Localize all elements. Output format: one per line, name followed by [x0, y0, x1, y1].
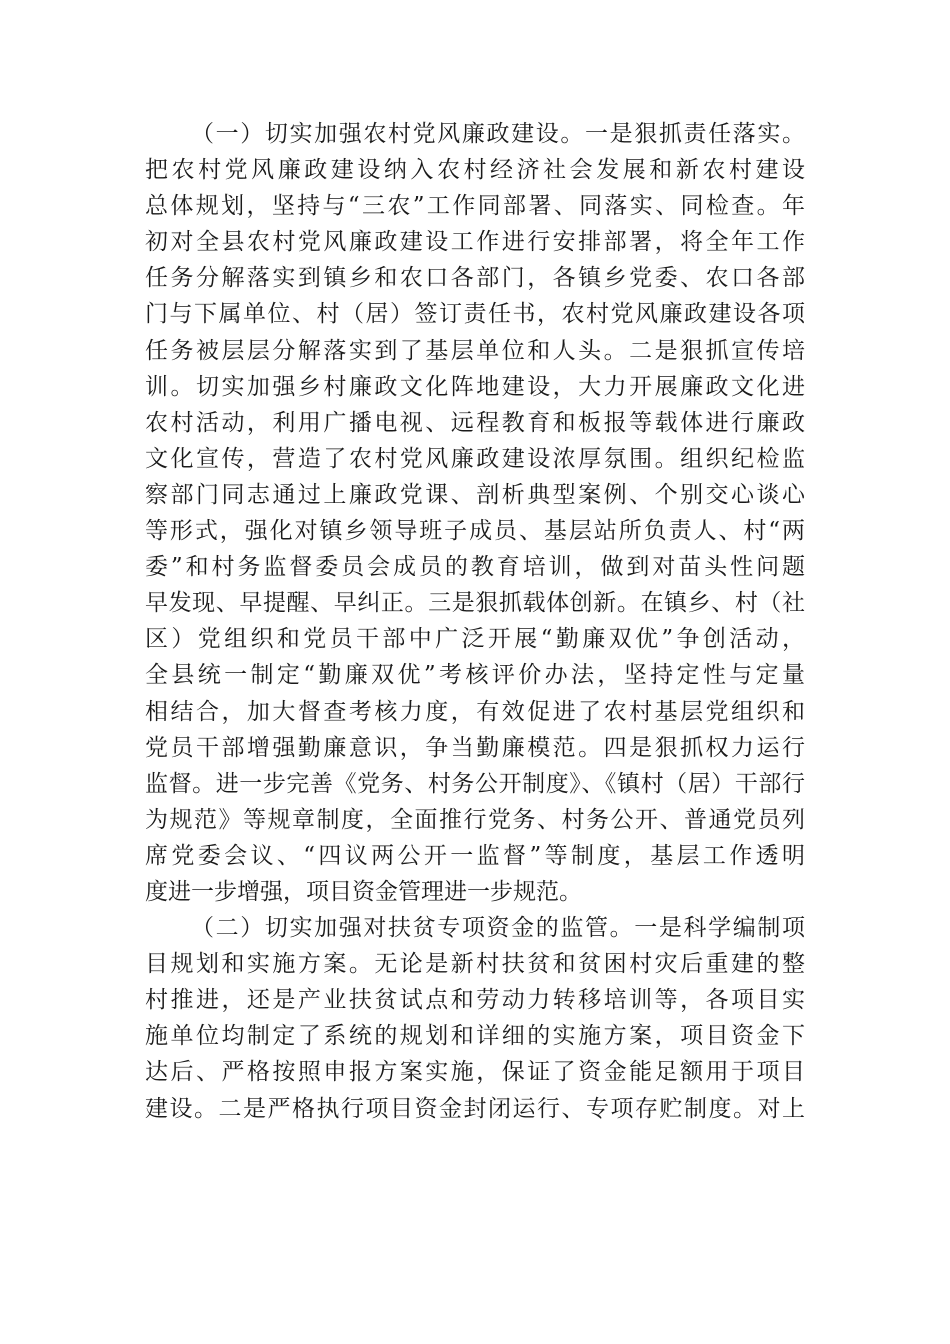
text-line: 总体规划，坚持与“三农”工作同部署、同落实、同检查。年: [145, 193, 805, 220]
text-line: 任务被层层分解落实到了基层单位和人头。二是狠抓宣传培: [145, 337, 805, 364]
paragraph-2: [145, 910, 805, 1127]
text-line: 席党委会议、“四议两公开一监督”等制度，基层工作透明: [145, 842, 805, 869]
text-line: 建设。二是严格执行项目资金封闭运行、专项存贮制度。对上: [145, 1095, 805, 1122]
text-line: 初对全县农村党风廉政建设工作进行安排部署，将全年工作: [145, 229, 805, 256]
text-line: 目规划和实施方案。无论是新村扶贫和贫困村灾后重建的整: [145, 951, 805, 978]
text-line: 文化宣传，营造了农村党风廉政建设浓厚氛围。组织纪检监: [145, 445, 805, 472]
text-line: 门与下属单位、村（居）签订责任书，农村党风廉政建设各项: [145, 301, 805, 328]
text-line: 农村活动，利用广播电视、远程教育和板报等载体进行廉政: [145, 409, 805, 436]
text-line: 监督。进一步完善《党务、村务公开制度》、《镇村（居）干部行: [145, 770, 805, 797]
document-body: [145, 116, 805, 1127]
text-line: 党员干部增强勤廉意识，争当勤廉模范。四是狠抓权力运行: [145, 734, 805, 761]
paragraph-1: [145, 116, 805, 910]
text-line: 区）党组织和党员干部中广泛开展“勤廉双优”争创活动，: [145, 626, 805, 653]
text-line: （一）切实加强农村党风廉政建设。一是狠抓责任落实。: [191, 121, 805, 147]
text-line: 委”和村务监督委员会成员的教育培训，做到对苗头性问题: [145, 554, 805, 581]
text-line: 相结合，加大督查考核力度，有效促进了农村基层党组织和: [145, 698, 805, 725]
text-line: 为规范》等规章制度，全面推行党务、村务公开、普通党员列: [145, 806, 805, 833]
text-line: 施单位均制定了系统的规划和详细的实施方案，项目资金下: [145, 1023, 805, 1050]
text-line: 把农村党风廉政建设纳入农村经济社会发展和新农村建设: [145, 157, 805, 184]
text-line: 察部门同志通过上廉政党课、剖析典型案例、个别交心谈心: [145, 481, 805, 508]
text-line: 任务分解落实到镇乡和农口各部门，各镇乡党委、农口各部: [145, 265, 805, 292]
text-line: 村推进，还是产业扶贫试点和劳动力转移培训等，各项目实: [145, 987, 805, 1014]
text-line: （二）切实加强对扶贫专项资金的监管。一是科学编制项: [191, 915, 805, 942]
text-line: 达后、严格按照申报方案实施，保证了资金能足额用于项目: [145, 1059, 805, 1086]
text-line: 训。切实加强乡村廉政文化阵地建设，大力开展廉政文化进: [145, 373, 805, 400]
text-line: 早发现、早提醒、早纠正。三是狠抓载体创新。在镇乡、村（社: [145, 590, 805, 617]
text-line: 度进一步增强，项目资金管理进一步规范。: [145, 878, 582, 905]
text-line: 等形式，强化对镇乡领导班子成员、基层站所负责人、村“两: [145, 518, 805, 545]
text-line: 全县统一制定“勤廉双优”考核评价办法，坚持定性与定量: [145, 662, 805, 689]
